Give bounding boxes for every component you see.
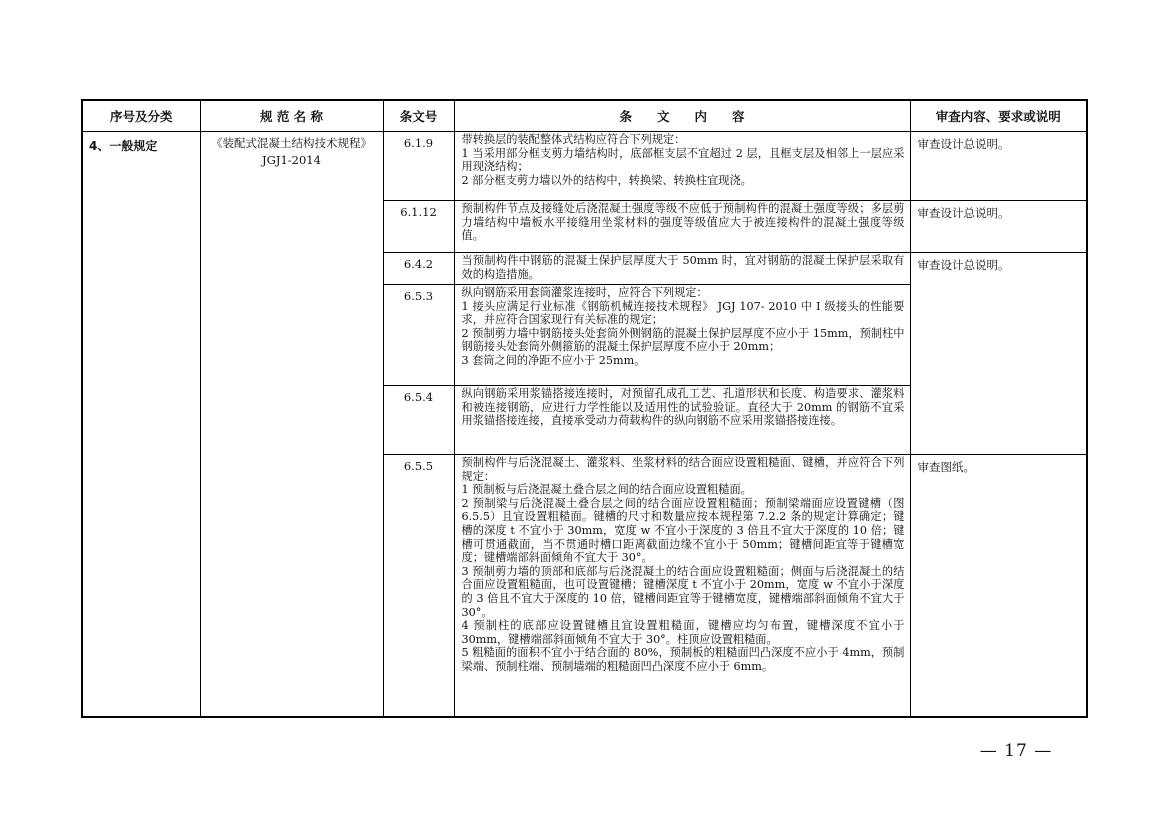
clause-cell: 6.1.12 [383, 201, 454, 253]
content-cell [454, 132, 910, 201]
content-cell [454, 201, 910, 253]
clause-cell: 6.4.2 [383, 253, 454, 285]
content-cell [454, 455, 910, 717]
content-line: 2 部分框支剪力墙以外的结构中，转换梁、转换柱宜现浇。 [461, 173, 752, 187]
content-line: 4 预制柱的底部应设置键槽且宜设置粗糙面，键槽应均匀布置，键槽深度不宜小于 30mm，键槽端部斜面倾角不宜大于 30°。柱顶应设置粗糙面。 [461, 619, 905, 646]
content-line: 纵向钢筋采用浆锚搭接连接时，对预留孔成孔工艺、孔道形状和长度、构造要求、灌浆料和被连接钢筋，应进行力学性能以及适用性的试验验证。直径大于 20mm 的钢筋不宜采用浆锚搭接连接，直接承受动力荷载构件的纵向钢筋不应采用浆锚搭接连接。 [461, 387, 905, 428]
review-cell: 审查设计总说明。 [910, 201, 1087, 253]
header-category: 序号及分类 [82, 100, 200, 132]
clause-cell: 6.5.4 [383, 386, 454, 455]
content-cell [454, 285, 910, 386]
content-line: 带转换层的装配整体式结构应符合下列规定： [461, 133, 686, 146]
table-row [82, 132, 1087, 201]
content-line: 3 预制剪力墙的顶部和底部与后浇混凝土的结合面应设置粗糙面；侧面与后浇混凝土的结合面应设置粗糙面，也可设置键槽；键槽深度 t 不宜小于 20mm，宽度 w 不宜小于深度的 3 倍且不宜大于深度的 10 倍，键槽间距宜等于键槽宽度，键槽端部斜面倾角不宜大于 30°。 [461, 564, 905, 619]
review-cell: 审查设计总说明。 [910, 253, 1087, 455]
content-line: 当预制构件中钢筋的混凝土保护层厚度大于 50mm 时，宜对钢筋的混凝土保护层采取有效的构造措施。 [461, 254, 905, 281]
category-cell: 4、一般规定 [82, 132, 200, 717]
standard-cell: 《装配式混凝土结构技术规程》JGJ1-2014 [200, 132, 383, 717]
content-line: 1 当采用部分框支剪力墙结构时，底部框支层不宜超过 2 层，且框支层及相邻上一层应采用现浇结构； [461, 146, 905, 174]
content-line: 2 预制梁与后浇混凝土叠合层之间的结合面应设置粗糙面；预制梁端面应设置键槽（图 6.5.5）且宜设置粗糙面。键槽的尺寸和数量应按本规程第 7.2.2 条的规定计算确定；键槽的深度 t 不宜小于 30mm，宽度 w 不宜小于深度的 3 倍且不宜大于深度的 10 倍；键槽可贯通截面，当不贯通时槽口距离截面边缘不宜小于 50mm；键槽间距宜等于键槽宽度；键槽端部斜面倾角不宜大于 30°。 [461, 496, 905, 565]
content-line: 5 粗糙面的面积不宜小于结合面的 80%，预制板的粗糙面凹凸深度不应小于 4mm，预制梁端、预制柱端、预制墙端的粗糙面凹凸深度不应小于 6mm。 [461, 646, 905, 673]
header-clause: 条文号 [383, 100, 454, 132]
header-review: 审查内容、要求或说明 [910, 100, 1087, 132]
clause-cell: 6.5.5 [383, 455, 454, 717]
clause-cell: 6.1.9 [383, 132, 454, 201]
page-number: — 17 — [979, 741, 1053, 761]
content-line: 3 套筒之间的净距不应小于 25mm。 [461, 353, 646, 367]
content-line: 1 接头应满足行业标准《钢筋机械连接技术规程》 JGJ 107- 2010 中 I 级接头的性能要求，并应符合国家现行有关标准的规定； [461, 299, 905, 327]
content-cell [454, 253, 910, 285]
header-standard: 规 范 名 称 [200, 100, 383, 132]
content-line: 2 预制剪力墙中钢筋接头处套筒外侧钢筋的混凝土保护层厚度不应小于 15mm，预制柱中钢筋接头处套筒外侧箍筋的混凝土保护层厚度不应小于 20mm； [461, 326, 905, 354]
content-line: 纵向钢筋采用套筒灌浆连接时，应符合下列规定： [461, 286, 708, 299]
review-cell: 审查图纸。 [910, 455, 1087, 717]
review-cell: 审查设计总说明。 [910, 132, 1087, 201]
clause-cell: 6.5.3 [383, 285, 454, 386]
content-cell [454, 386, 910, 455]
content-line: 预制构件节点及接缝处后浇混凝土强度等级不应低于预制构件的混凝土强度等级；多层剪力墙结构中墙板水平接缝用坐浆材料的强度等级值应大于被连接构件的混凝土强度等级值。 [461, 202, 905, 243]
content-line: 预制构件与后浇混凝土、灌浆料、坐浆材料的结合面应设置粗糙面、键槽，并应符合下列规定： [461, 456, 905, 483]
header-row [82, 100, 1087, 132]
review-table [81, 99, 1088, 718]
header-content: 条 文 内 容 [454, 100, 910, 132]
content-line: 1 预制板与后浇混凝土叠合层之间的结合面应设置粗糙面。 [461, 483, 752, 497]
